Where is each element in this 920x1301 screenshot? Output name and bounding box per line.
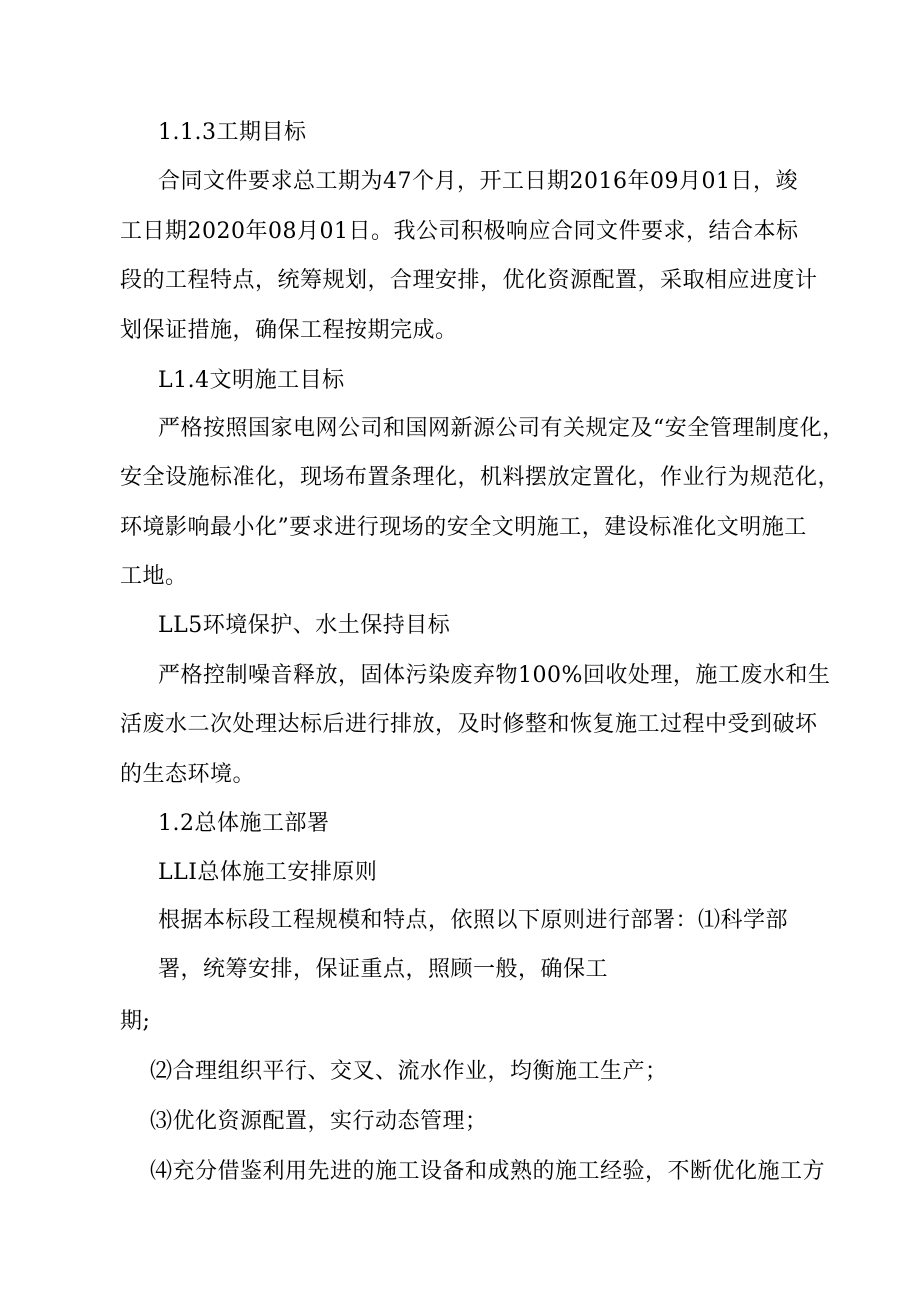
- list-item: ⑷充分借鉴利用先进的施工设备和成熟的施工经验，不断优化施工方: [150, 1159, 826, 1184]
- list-item: ⑶优化资源配置，实行动态管理；: [150, 1109, 488, 1134]
- paragraph-line: 段的工程特点，统筹规划，合理安排，优化资源配置，采取相应进度计: [120, 268, 818, 293]
- paragraph-line: 合同文件要求总工期为47个月，开工日期2016年09月01日，竣: [158, 169, 798, 194]
- paragraph-line: 环境影响最小化”要求进行现场的安全文明施工，建设标准化文明施工: [120, 515, 807, 540]
- paragraph-line: 安全设施标准化，现场布置条理化，机料摆放定置化，作业行为规范化，: [120, 465, 841, 490]
- paragraph-line: 署，统筹安排，保证重点，照顾一般，确保工: [158, 957, 609, 982]
- paragraph-line: 严格控制噪音释放，固体污染废弃物100%回收处理，施工废水和生: [158, 663, 831, 688]
- paragraph-line: 期;: [120, 1009, 151, 1034]
- heading-environment-goal: LL5环境保护、水土保持目标: [158, 613, 451, 638]
- heading-overall-deployment: 1.2总体施工部署: [158, 811, 330, 836]
- list-item: ⑵合理组织平行、交叉、流水作业，均衡施工生产；: [150, 1059, 668, 1084]
- heading-overall-principles: LLI总体施工安排原则: [158, 860, 378, 885]
- paragraph-line: 工日期2020年08月01日。我公司积极响应合同文件要求，结合本标: [120, 219, 799, 244]
- heading-civilized-construction-goal: L1.4文明施工目标: [158, 368, 345, 393]
- paragraph-line: 的生态环境。: [120, 762, 256, 787]
- heading-schedule-goal: 1.1.3工期目标: [158, 120, 307, 145]
- paragraph-line: 活废水二次处理达标后进行排放，及时修整和恢复施工过程中受到破坏: [120, 712, 818, 737]
- paragraph-line: 严格按照国家电网公司和国网新源公司有关规定及“安全管理制度化，: [158, 416, 845, 441]
- paragraph-line: 根据本标段工程规模和特点，依照以下原则进行部署：⑴科学部: [158, 908, 789, 933]
- paragraph-line: 工地。: [120, 564, 188, 589]
- paragraph-line: 划保证措施，确保工程按期完成。: [120, 318, 458, 343]
